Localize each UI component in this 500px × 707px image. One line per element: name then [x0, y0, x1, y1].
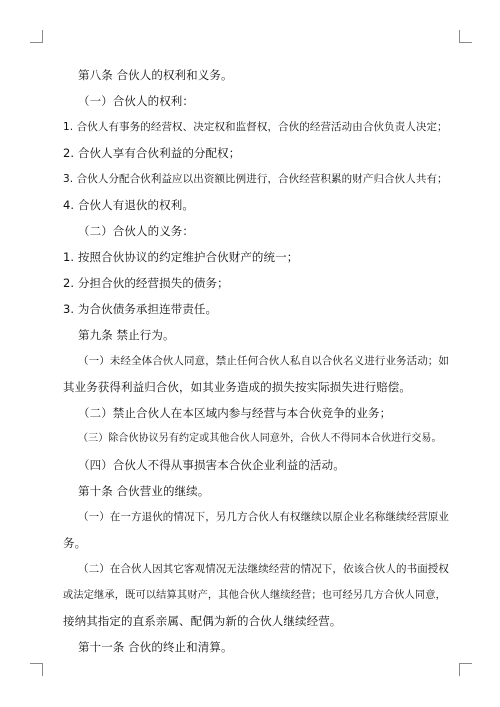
list-item: 1. 按照合伙协议的约定维护合伙财产的统一；: [63, 250, 299, 264]
article-heading: 第八条 合伙人的权利和义务。: [78, 68, 233, 82]
list-item: 2. 合伙人享有合伙利益的分配权；: [63, 146, 241, 160]
paragraph-line: 务。: [63, 536, 87, 550]
paragraph-line: （一）未经全体合伙人同意，禁止任何合伙人私自以合伙名义进行业务活动；如: [78, 355, 449, 367]
list-item: 1. 合伙人有事务的经营权、决定权和监督权，合伙的经营活动由合伙负责人决定；: [63, 121, 448, 133]
paragraph-line: （二）在合伙人因其它客观情况无法继续经营的情况下，依该合伙人的书面授权: [78, 563, 449, 575]
section-heading: （二）合伙人的义务：: [78, 224, 194, 238]
list-item: 2. 分担合伙的经营损失的债务；: [63, 276, 229, 290]
list-item: 3. 为合伙债务承担连带责任。: [63, 302, 218, 316]
crop-mark-top-left: [30, 30, 43, 43]
article-heading: 第九条 禁止行为。: [78, 328, 175, 342]
article-heading: 第十一条 合伙的终止和清算。: [78, 640, 233, 654]
paragraph-line: 或法定继承，既可以结算其财产，其他合伙人继续经营；也可经另几方合伙人同意，: [63, 589, 446, 601]
paragraph-line: （一）在一方退伙的情况下，另几方合伙人有权继续以原企业名称继续经营原业: [78, 511, 449, 523]
paragraph-line: （二）禁止合伙人在本区域内参与经营与本合伙竞争的业务；: [78, 406, 392, 420]
list-item: 4. 合伙人有退伙的权利。: [63, 198, 194, 212]
document-body: [63, 62, 449, 660]
section-heading: （一）合伙人的权利：: [78, 94, 194, 108]
crop-mark-bottom-left: [30, 663, 43, 676]
crop-mark-bottom-right: [459, 663, 472, 676]
article-heading: 第十条 合伙营业的继续。: [78, 484, 210, 498]
paragraph-line: （四）合伙人不得从事损害本合伙企业利益的活动。: [78, 458, 345, 472]
list-item: 3. 合伙人分配合伙利益应以出资额比例进行，合伙经营积累的财产归合伙人共有；: [63, 173, 448, 185]
paragraph-line: 其业务获得利益归合伙，如其业务造成的损失按实际损失进行赔偿。: [63, 380, 411, 394]
paragraph-line: 接纳其指定的直系亲属、配偶为新的合伙人继续经营。: [63, 614, 342, 628]
paragraph-line: （三）除合伙协议另有约定或其他合伙人同意外，合伙人不得同本合伙进行交易。: [78, 433, 442, 444]
crop-mark-top-right: [459, 30, 472, 43]
